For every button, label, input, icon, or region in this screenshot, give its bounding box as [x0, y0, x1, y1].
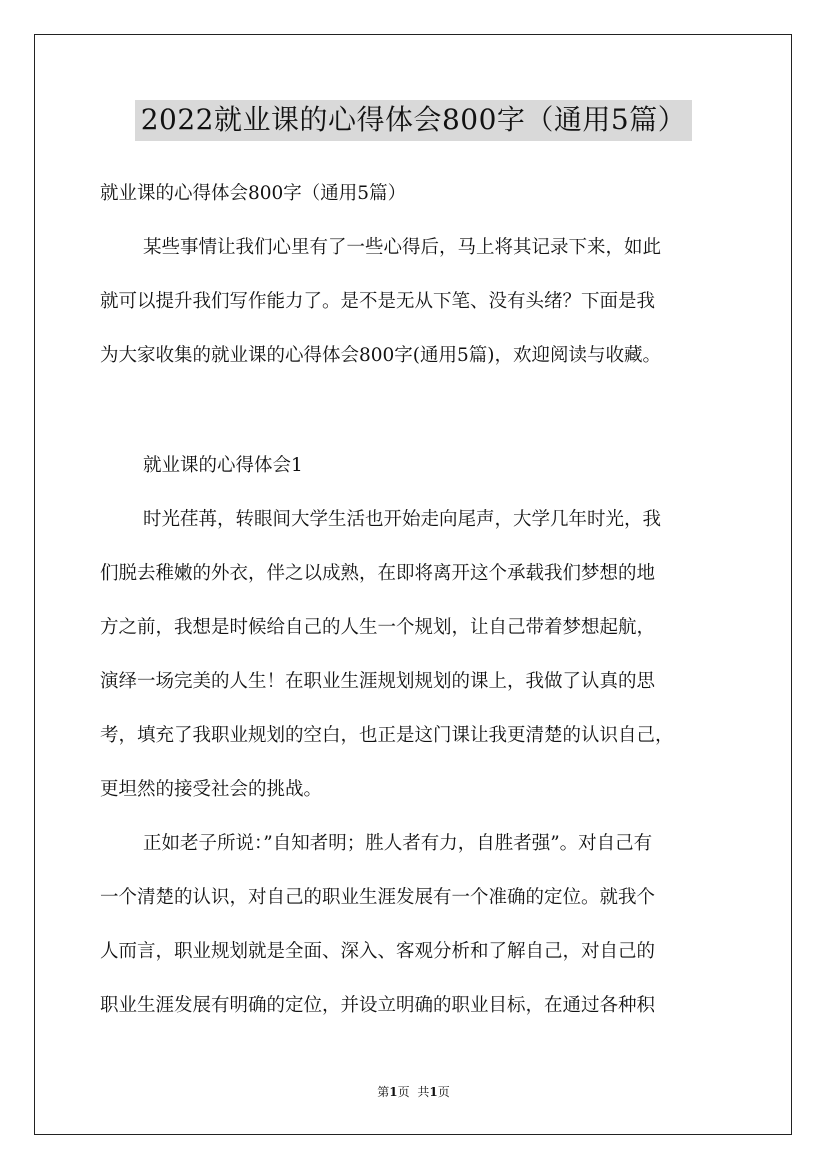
- section-heading-block: [100, 448, 728, 484]
- intro-paragraph: [100, 230, 728, 374]
- paragraph-line: 更坦然的接受社会的挑战。: [100, 779, 323, 800]
- footer-total-number: 1: [429, 1085, 438, 1099]
- intro-line: 就可以提升我们写作能力了。是不是无从下笔、没有头绪？下面是我: [100, 291, 656, 312]
- paragraph-line: 一个清楚的认识，对自己的职业生涯发展有一个准确的定位。就我个: [100, 887, 656, 908]
- paragraph-2: [100, 826, 728, 1024]
- paragraph-line: 正如老子所说：”自知者明；胜人者有力，自胜者强”。对自己有: [143, 833, 653, 854]
- title-container: [0, 100, 827, 141]
- footer-total-suffix: 页: [437, 1085, 450, 1099]
- footer-page-number: 1: [389, 1085, 398, 1099]
- intro-line: 某些事情让我们心里有了一些心得后，马上将其记录下来，如此: [143, 237, 662, 258]
- paragraph-line: 时光荏苒，转眼间大学生活也开始走向尾声，大学几年时光，我: [143, 509, 662, 530]
- intro-line: 为大家收集的就业课的心得体会800字(通用5篇)，欢迎阅读与收藏。: [100, 345, 662, 366]
- paragraph-line: 方之前，我想是时候给自己的人生一个规划，让自己带着梦想起航，: [100, 617, 656, 638]
- subtitle-block: [100, 176, 728, 212]
- paragraph-line: 考，填充了我职业规划的空白，也正是这门课让我更清楚的认识自己，: [100, 725, 674, 746]
- footer-page-prefix: 第: [377, 1085, 390, 1099]
- paragraph-line: 人而言，职业规划就是全面、深入、客观分析和了解自己，对自己的: [100, 941, 656, 962]
- footer-total-prefix: 共: [417, 1085, 430, 1099]
- paragraph-line: 们脱去稚嫩的外衣，伴之以成熟，在即将离开这个承载我们梦想的地: [100, 563, 656, 584]
- paragraph-1: [100, 502, 728, 808]
- document-title: 2022就业课的心得体会800字（通用5篇）: [135, 100, 693, 141]
- footer-page-suffix: 页: [397, 1085, 410, 1099]
- section-heading: 就业课的心得体会1: [143, 455, 303, 476]
- page-footer: [0, 1084, 827, 1100]
- document-subtitle: 就业课的心得体会800字（通用5篇）: [100, 183, 407, 204]
- paragraph-line: 职业生涯发展有明确的定位，并设立明确的职业目标，在通过各种积: [100, 995, 656, 1016]
- paragraph-line: 演绎一场完美的人生！在职业生涯规划规划的课上，我做了认真的思: [100, 671, 656, 692]
